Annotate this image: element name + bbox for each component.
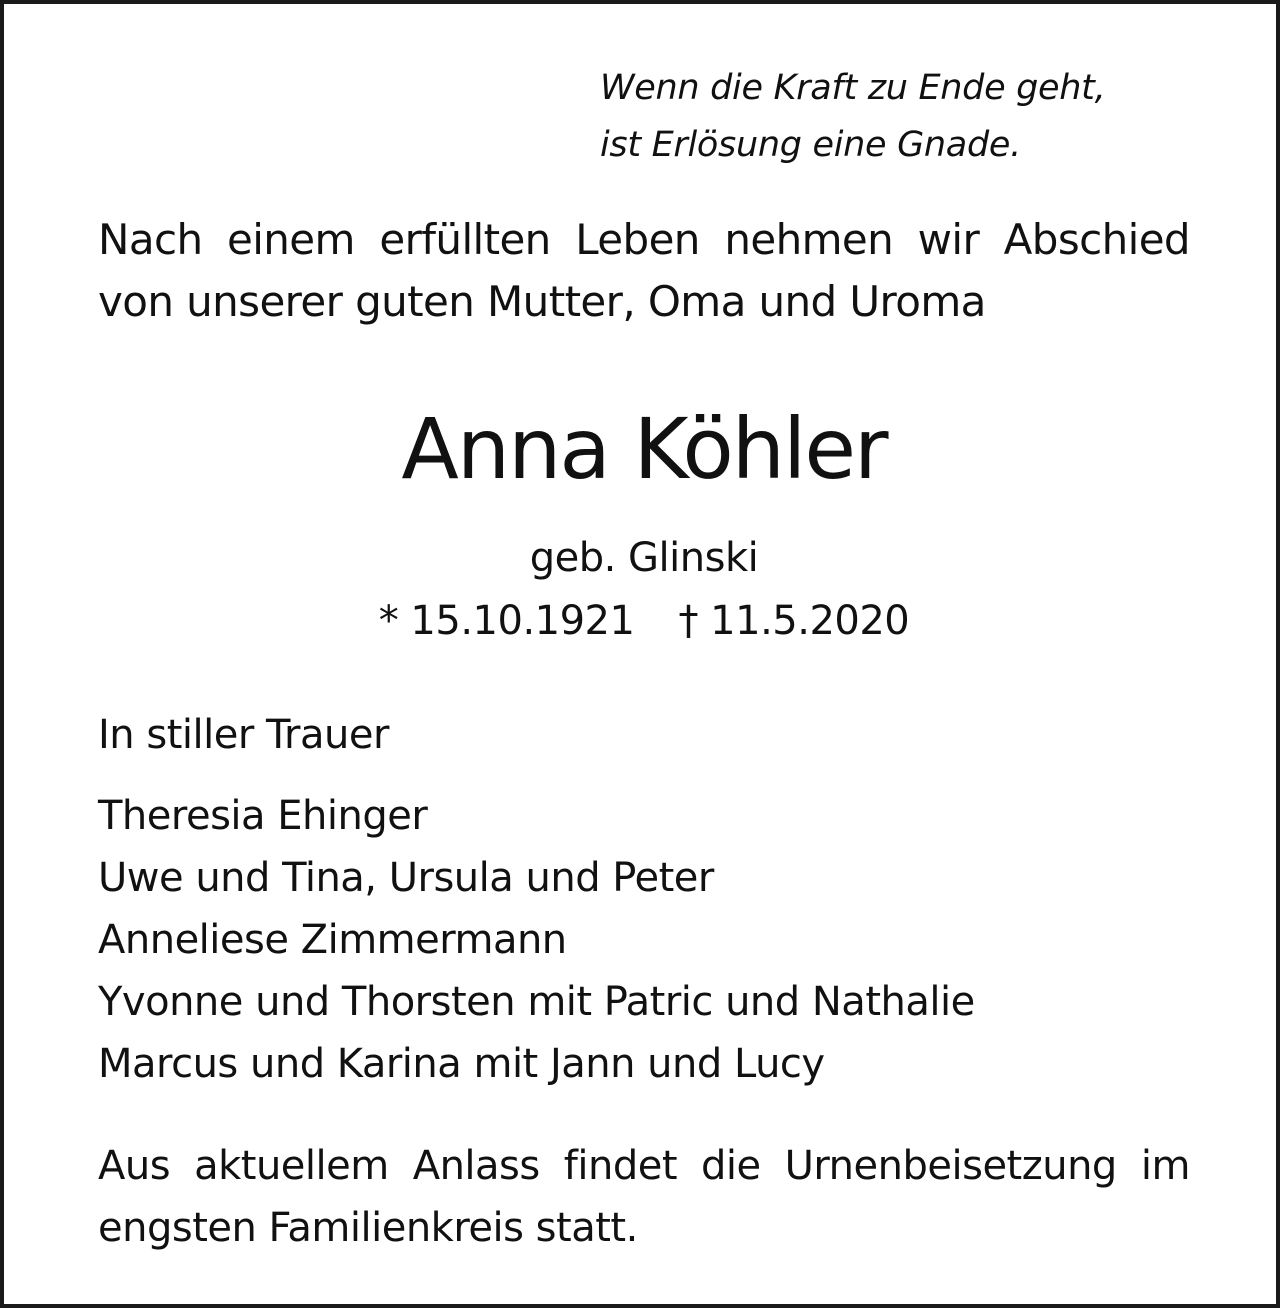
intro-word: Nach (98, 215, 203, 264)
birth-date: * 15.10.1921 (378, 598, 635, 644)
motto-line-2: ist Erlösung eine Gnade. (600, 125, 1021, 165)
intro-text (98, 209, 1190, 333)
notice-line-1 (98, 1135, 1190, 1197)
notice-word: Urnenbeisetzung (784, 1143, 1117, 1189)
motto-line-1: Wenn die Kraft zu Ende geht, (600, 68, 1106, 108)
intro-word: Abschied (1003, 215, 1190, 264)
deceased-name: Anna Köhler (401, 400, 887, 498)
mourner-line: Theresia Ehinger (98, 793, 428, 839)
mourners-list (98, 785, 975, 1095)
notice-word: die (701, 1143, 761, 1189)
life-dates (4, 593, 1280, 649)
intro-word: Leben (575, 215, 700, 264)
mourner-line: Anneliese Zimmermann (98, 917, 567, 963)
intro-line-2: von unserer guten Mutter, Oma und Uroma (98, 277, 986, 326)
mourner-line: Uwe und Tina, Ursula und Peter (98, 855, 714, 901)
burial-notice (98, 1135, 1190, 1259)
motto-verse (600, 60, 1105, 174)
death-date: † 11.5.2020 (678, 598, 910, 644)
notice-word: Aus (98, 1143, 171, 1189)
intro-word: wir (917, 215, 980, 264)
notice-word: Anlass (412, 1143, 540, 1189)
maiden-name: geb. Glinski (529, 535, 759, 581)
notice-word: findet (563, 1143, 677, 1189)
notice-word: im (1140, 1143, 1190, 1189)
notice-line-2: engsten Familienkreis statt. (98, 1205, 638, 1251)
mourner-line: Marcus und Karina mit Jann und Lucy (98, 1041, 825, 1087)
intro-word: erfüllten (379, 215, 551, 264)
intro-line-1 (98, 209, 1190, 271)
intro-word: nehmen (724, 215, 894, 264)
notice-word: aktuellem (194, 1143, 389, 1189)
mourning-heading: In stiller Trauer (98, 712, 389, 758)
mourner-line: Yvonne und Thorsten mit Patric und Nathalie (98, 979, 975, 1025)
intro-word: einem (226, 215, 355, 264)
